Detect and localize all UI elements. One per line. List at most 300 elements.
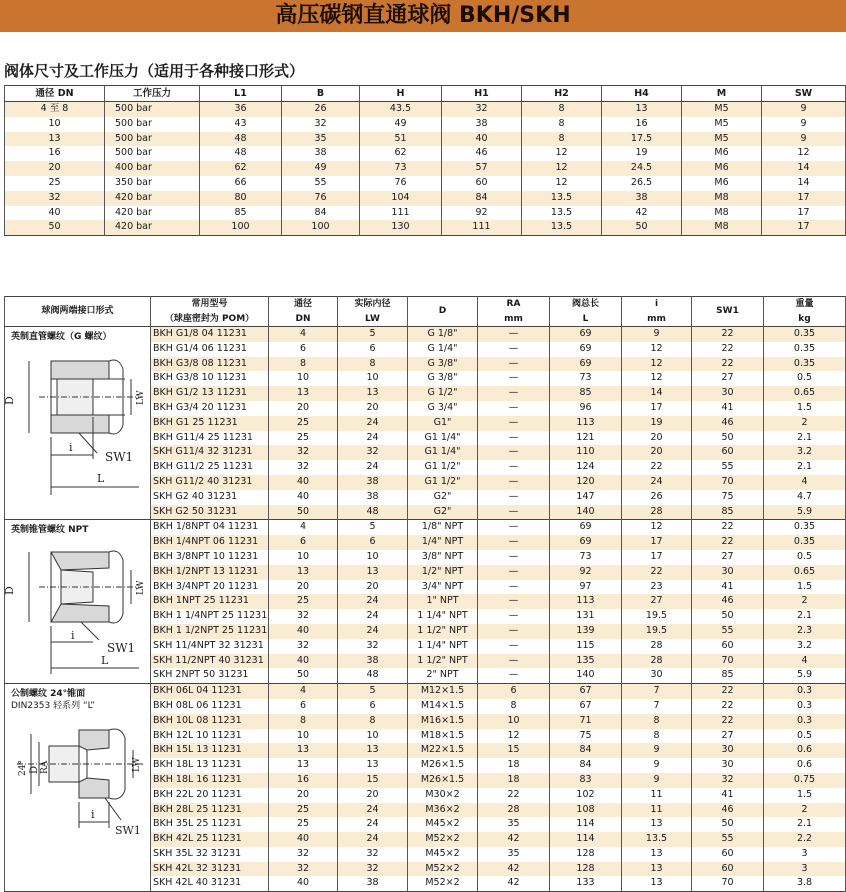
table-cell: 32 [338,639,408,654]
table-cell: 2.2 [764,832,846,847]
table-cell: 22 [692,327,764,342]
column-header: H [360,86,442,102]
table-cell: 13 [622,862,692,877]
table-cell: 5 [338,327,408,342]
drawing-label: SW1 [105,450,134,464]
drawing-label: SW1 [107,641,136,656]
table-cell: 13 [602,102,682,117]
table-cell: 13.5 [622,832,692,847]
table-cell: 38 [338,654,408,669]
table-cell: 76 [282,191,360,206]
table-cell: 10 [269,550,338,565]
table-cell: 16 [602,117,682,132]
table-cell: 3/4" NPT [408,580,478,595]
table-cell: 48 [338,668,408,683]
table-cell: 40 [269,475,338,490]
table-cell: 12 [622,371,692,386]
table-cell: G1 1/4" [408,445,478,460]
table-cell: 24 [338,832,408,847]
table-cell: 3/8" NPT [408,550,478,565]
table-cell: 22 [692,357,764,372]
connection-drawing [9,716,149,866]
table-cell: 113 [550,594,622,609]
table-cell: — [478,520,550,535]
column-subheader: LW [338,312,408,327]
table-cell: 3 [764,862,846,877]
table-cell: 1.5 [764,401,846,416]
table-cell: 92 [442,206,522,221]
table-cell: 85 [200,206,282,221]
table-cell: 76 [360,176,442,191]
table-cell: 67 [550,699,622,714]
table-cell: 25 [269,817,338,832]
column-header: 通径 DN [5,86,105,102]
table-cell: 60 [692,445,764,460]
table-cell: 42 [602,206,682,221]
table-cell: 3.2 [764,639,846,654]
table-cell: 0.35 [764,520,846,535]
table-row [5,220,846,235]
table-cell: 32 [442,102,522,117]
table-cell: 69 [550,342,622,357]
column-header: H4 [602,86,682,102]
table-cell: 1 1/4" NPT [408,639,478,654]
column-header: 工作压力 [105,86,200,102]
table-cell: M30×2 [408,788,478,803]
table-cell: 14 [762,176,846,191]
table-cell: 50 [692,817,764,832]
table-cell: 83 [550,773,622,788]
table-cell: 6 [269,535,338,550]
table-cell: 0.3 [764,714,846,729]
table-cell: — [478,431,550,446]
drawing-label: L [101,654,109,668]
table-cell: G 3/4" [408,401,478,416]
table-cell: G1 1/2" [408,460,478,475]
table-cell: 1.5 [764,580,846,595]
table-cell: M5 [682,132,762,147]
table-cell: — [478,401,550,416]
table-cell: M6 [682,146,762,161]
table-cell: 16 [5,146,105,161]
table-cell: 420 bar [105,191,200,206]
table-cell: 0.6 [764,743,846,758]
table-cell: 111 [360,206,442,221]
table-cell: 17 [762,206,846,221]
table-cell: 17.5 [602,132,682,147]
table-cell: 32 [282,117,360,132]
table-cell: 0.3 [764,684,846,699]
table-cell: 73 [550,550,622,565]
table-cell: 102 [550,788,622,803]
table-cell: G 3/8" [408,357,478,372]
column-header: M [682,86,762,102]
model-cell: BKH 06L 04 11231 [151,684,269,699]
table-cell: 0.75 [764,773,846,788]
table-cell: — [478,668,550,683]
connection-type-cell [5,327,151,520]
table-cell: 32 [269,639,338,654]
table-cell: 42 [478,832,550,847]
table-cell: 22 [478,788,550,803]
table-cell: M6 [682,176,762,191]
table-cell: M26×1.5 [408,773,478,788]
table-cell: 22 [692,520,764,535]
table-cell: M52×2 [408,876,478,891]
column-header: 常用型号 [151,297,269,312]
table-cell: 32 [338,847,408,862]
table-cell: 6 [338,535,408,550]
table-cell: 71 [550,714,622,729]
table-cell: 13 [5,132,105,147]
table-cell: M8 [682,191,762,206]
table-cell: 12 [622,520,692,535]
table-cell: 25 [269,594,338,609]
table-cell: 19 [622,416,692,431]
table-cell: 10 [269,371,338,386]
table-row [5,102,846,117]
table-cell: 30 [692,386,764,401]
table-cell: 12 [522,176,602,191]
column-subheader: kg [764,312,846,327]
table-cell: — [478,609,550,624]
table-cell: M14×1.5 [408,699,478,714]
table-cell: 9 [622,327,692,342]
table-cell: 40 [269,832,338,847]
table-cell: 1" NPT [408,594,478,609]
model-cell: SKH G11/2 40 31231 [151,475,269,490]
model-cell: BKH G3/8 10 11231 [151,371,269,386]
model-cell: SKH G2 50 31231 [151,505,269,520]
model-cell: SKH 42L 32 31231 [151,862,269,877]
table-cell: — [478,565,550,580]
column-header: SW [762,86,846,102]
table-cell: 32 [269,609,338,624]
model-cell: BKH G3/8 08 11231 [151,357,269,372]
table-cell: 0.35 [764,535,846,550]
table-cell: 30 [692,758,764,773]
column-subheader: （球座密封为 POM） [151,312,269,327]
table-cell: 69 [550,357,622,372]
table-cell: 0.5 [764,550,846,565]
table-cell: 9 [762,102,846,117]
table-cell: 4.7 [764,490,846,505]
table-cell: 27 [622,594,692,609]
table-cell: 500 bar [105,146,200,161]
table-cell: 0.35 [764,342,846,357]
table-cell: 40 [269,490,338,505]
table-cell: M5 [682,117,762,132]
table-cell: 49 [360,117,442,132]
table-cell: 13 [269,565,338,580]
table-cell: 20 [338,401,408,416]
table-row [5,206,846,221]
table-cell: 35 [478,847,550,862]
table-cell: 12 [762,146,846,161]
table-cell: 19.5 [622,624,692,639]
table-cell: 32 [338,862,408,877]
table-cell: 22 [692,714,764,729]
table-cell: 128 [550,847,622,862]
table-cell: — [478,639,550,654]
table-cell: G1 1/4" [408,431,478,446]
column-header: 阀总长 [550,297,622,312]
table-cell: 36 [200,102,282,117]
table-cell: 24 [338,594,408,609]
table-cell: 24 [338,460,408,475]
table-cell: 5 [338,520,408,535]
model-cell: BKH 1/8NPT 04 11231 [151,520,269,535]
table-cell: 6 [338,342,408,357]
table-cell: 17 [762,191,846,206]
model-cell: SKH G2 40 31231 [151,490,269,505]
table-cell: 111 [442,220,522,235]
table-cell: 121 [550,431,622,446]
table-cell: 135 [550,654,622,669]
table-cell: 42 [478,876,550,891]
table-cell: 6 [269,699,338,714]
table-cell: 51 [360,132,442,147]
model-cell: BKH 1 1/4NPT 25 11231 [151,609,269,624]
table-cell: 20 [622,445,692,460]
column-header: 通径 [269,297,338,312]
table-cell: 2.1 [764,460,846,475]
drawing-label: RA [40,760,50,775]
table-cell: 0.35 [764,357,846,372]
table-cell: 8 [269,714,338,729]
drawing-label: 24° [18,760,28,777]
drawing-label: LW [132,757,142,773]
table-cell: 26.5 [602,176,682,191]
table-cell: 24.5 [602,161,682,176]
table-cell: 73 [550,371,622,386]
model-cell: BKH 1NPT 25 11231 [151,594,269,609]
table-cell: 32 [269,460,338,475]
table-cell: 0.35 [764,327,846,342]
table-cell: 24 [338,431,408,446]
table-cell: 12 [522,161,602,176]
table-cell: 13 [338,386,408,401]
table-cell: 27 [692,550,764,565]
table-cell: 66 [200,176,282,191]
table-cell: 24 [622,475,692,490]
table-cell: 41 [692,788,764,803]
table-cell: 13 [269,758,338,773]
table-cell: 6 [338,699,408,714]
column-header: H2 [522,86,602,102]
table-cell: 12 [622,357,692,372]
table-cell: — [478,535,550,550]
model-cell: BKH 1 1/2NPT 25 11231 [151,624,269,639]
table-cell: 24 [338,609,408,624]
table-cell: — [478,445,550,460]
table-cell: 84 [550,758,622,773]
table-cell: 13.5 [522,220,602,235]
table-cell: 38 [442,117,522,132]
table-cell: 75 [550,729,622,744]
table-cell: 22 [692,342,764,357]
model-cell: SKH 2NPT 50 31231 [151,668,269,683]
table-cell: 35 [282,132,360,147]
model-cell: BKH 35L 25 11231 [151,817,269,832]
table-cell: 128 [550,862,622,877]
model-cell: SKH 42L 40 31231 [151,876,269,891]
table-cell: — [478,550,550,565]
table-cell: 2.1 [764,431,846,446]
table-cell: 55 [692,624,764,639]
drawing-label: LW [136,580,146,596]
table-cell: 9 [762,117,846,132]
model-cell: SKH G11/4 32 31231 [151,445,269,460]
table-cell: 85 [692,505,764,520]
model-cell: BKH 15L 13 11231 [151,743,269,758]
table-cell: 24 [338,803,408,818]
table-cell: M52×2 [408,862,478,877]
table-cell: 48 [338,505,408,520]
model-cell: SKH 11/4NPT 32 31231 [151,639,269,654]
table-cell: 57 [442,161,522,176]
table-cell: 8 [622,729,692,744]
table-cell: 7 [622,684,692,699]
table-cell: — [478,654,550,669]
table-cell: 24 [338,624,408,639]
drawing-label: L [97,472,105,485]
table-cell: 30 [622,668,692,683]
table-cell: 110 [550,445,622,460]
table-cell: 0.3 [764,699,846,714]
column-header: i [622,297,692,312]
table-cell: 9 [622,743,692,758]
table-cell: 17 [622,550,692,565]
table-cell: 60 [692,847,764,862]
table-cell: 420 bar [105,206,200,221]
table-cell: 50 [692,431,764,446]
table-row [5,176,846,191]
column-header: SW1 [692,297,764,327]
table-cell: — [478,327,550,342]
model-cell: BKH 3/8NPT 10 11231 [151,550,269,565]
table-cell: 22 [692,535,764,550]
model-cell: BKH G1/2 13 11231 [151,386,269,401]
table-cell: 13 [269,386,338,401]
table-cell: 0.5 [764,729,846,744]
table-cell: 10 [338,550,408,565]
table-cell: 27 [692,729,764,744]
table-cell: 6 [478,684,550,699]
table-cell: 60 [692,639,764,654]
table-cell: 22 [622,565,692,580]
table-cell: 0.6 [764,758,846,773]
table-cell: M26×1.5 [408,758,478,773]
table-cell: 10 [338,371,408,386]
table-cell: 2 [764,803,846,818]
table-row [5,520,846,535]
model-cell: BKH G3/4 20 11231 [151,401,269,416]
table-cell: 5.9 [764,505,846,520]
table-cell: 62 [360,146,442,161]
table-cell: 4 [764,654,846,669]
table-cell: 55 [282,176,360,191]
table-cell: — [478,580,550,595]
connection-type-title: 公制螺纹 24°锥面 [11,689,86,700]
table-cell: 500 bar [105,102,200,117]
drawing-label: D [29,766,40,775]
table-cell: 10 [338,729,408,744]
table-cell: M8 [682,206,762,221]
table-cell: 26 [282,102,360,117]
table-cell: 46 [692,803,764,818]
table-cell: 43 [200,117,282,132]
table-cell: 84 [550,743,622,758]
table-cell: 69 [550,520,622,535]
table-cell: 8 [269,357,338,372]
table-cell: 73 [360,161,442,176]
model-cell: BKH 22L 20 11231 [151,788,269,803]
model-cell: BKH 18L 13 11231 [151,758,269,773]
table-cell: G1" [408,416,478,431]
models-table [4,296,846,892]
table-cell: 13 [338,743,408,758]
table-cell: 20 [338,580,408,595]
table-cell: 20 [269,580,338,595]
table-cell: 140 [550,505,622,520]
models-header-row-top [5,297,846,312]
table-cell: 41 [692,580,764,595]
table-cell: 13 [338,758,408,773]
table-cell: 100 [282,220,360,235]
table-cell: 8 [522,117,602,132]
table-cell: M36×2 [408,803,478,818]
table-row [5,191,846,206]
table-cell: 2.1 [764,609,846,624]
model-cell: BKH G11/4 25 11231 [151,431,269,446]
table-cell: — [478,475,550,490]
table-cell: 43.5 [360,102,442,117]
table-cell: 5.9 [764,668,846,683]
table-cell: 38 [282,146,360,161]
table-cell: 60 [692,862,764,877]
table-cell: 70 [692,475,764,490]
table-cell: G 1/2" [408,386,478,401]
table-cell: 19 [602,146,682,161]
table-cell: 84 [442,191,522,206]
table-cell: G2" [408,490,478,505]
table-cell: 500 bar [105,117,200,132]
table-cell: 2.1 [764,817,846,832]
table-cell: 113 [550,416,622,431]
table-cell: 25 [269,416,338,431]
table-cell: 17 [762,220,846,235]
table-cell: 13 [622,876,692,891]
table-cell: 400 bar [105,161,200,176]
table-cell: 69 [550,535,622,550]
table-cell: 1 1/4" NPT [408,609,478,624]
table-cell: 9 [622,758,692,773]
table-cell: 115 [550,639,622,654]
table-cell: 22 [622,460,692,475]
column-header: RA [478,297,550,312]
table-row [5,327,846,342]
table-row [5,684,846,699]
table-cell: 32 [5,191,105,206]
table-cell: 10 [5,117,105,132]
table-cell: — [478,357,550,372]
table-cell: 13 [269,743,338,758]
table-cell: 11 [622,788,692,803]
column-header: 球阀两端接口形式 [5,297,151,327]
table-cell: 1/8" NPT [408,520,478,535]
table-cell: 28 [622,654,692,669]
